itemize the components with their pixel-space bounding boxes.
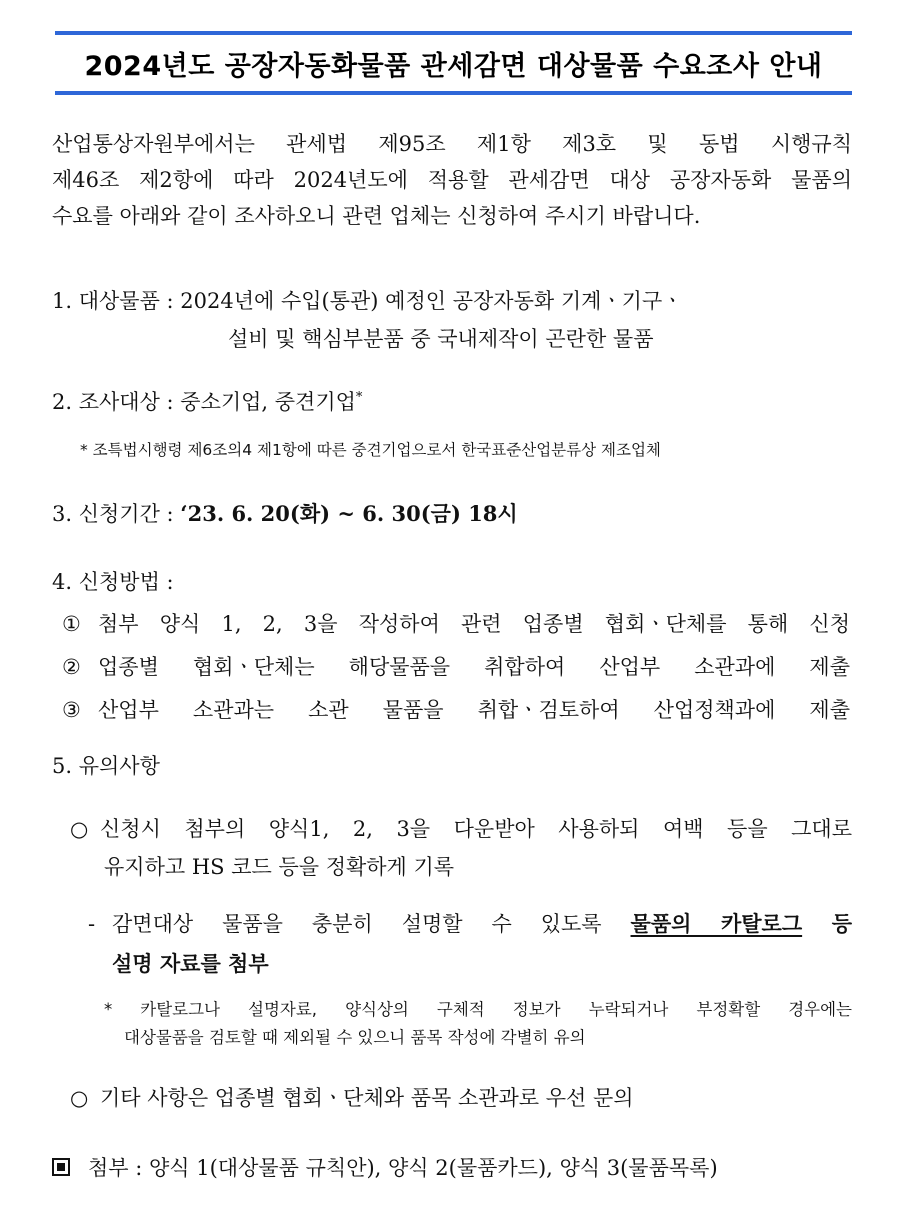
step-2	[62, 646, 850, 689]
section-1-line-2: 설비 및 핵심부분품 중 국내제작이 곤란한 물품	[228, 327, 654, 351]
intro-line-1: 산업통상자원부에서는 관세법 제95조 제1항 제3호 및 동법 시행규칙	[52, 132, 852, 156]
dash-text-post: 등	[802, 911, 852, 936]
star-note-line-1: * 카탈로그나 설명자료, 양식상의 구체적 정보가 누락되거나 부정확할 경우에는	[104, 1000, 852, 1019]
title-box	[55, 31, 852, 95]
section-3-label: 3. 신청기간 :	[52, 502, 181, 526]
application-period: ‘23. 6. 20(화) ~ 6. 30(금) 18시	[180, 501, 518, 526]
section-4-label: 4. 신청방법 :	[52, 570, 174, 594]
section-5-label: 5. 유의사항	[52, 754, 160, 778]
dash-mark: -	[88, 912, 96, 936]
section-1	[52, 282, 683, 358]
section-2	[52, 386, 362, 416]
circle-bullet-icon: ○	[70, 817, 89, 841]
dash-text-pre: 감면대상 물품을 충분히 설명할 수 있도록	[112, 912, 631, 936]
intro-paragraph	[52, 126, 852, 234]
step-number: ②	[62, 655, 81, 679]
attachments-line	[52, 1152, 718, 1182]
notice-2-text: 기타 사항은 업종별 협회ㆍ단체와 품목 소관과로 우선 문의	[100, 1086, 634, 1110]
intro-line-2: 제46조 제2항에 따라 2024년도에 적용할 관세감면 대상 공장자동화 물품의	[52, 168, 852, 192]
catalog-emphasis: 물품의 카탈로그	[630, 911, 803, 936]
intro-line-3: 수요를 아래와 같이 조사하오니 관련 업체는 신청하여 주시기 바랍니다.	[52, 204, 701, 228]
step-number: ①	[62, 612, 81, 636]
section-3	[52, 498, 518, 528]
notice-1-line-1: 신청시 첨부의 양식1, 2, 3을 다운받아 사용하되 여백 등을 그대로	[100, 817, 852, 841]
notice-1-line-2: 유지하고 HS 코드 등을 정확하게 기록	[104, 855, 455, 879]
notice-bullet-2	[52, 1082, 634, 1112]
step-text: 업종별 협회ㆍ단체는 해당물품을 취합하여 산업부 소관과에 제출	[98, 655, 850, 679]
footnote-mark: *	[355, 390, 363, 405]
attachments-text: 첨부 : 양식 1(대상물품 규칙안), 양식 2(물품카드), 양식 3(물품목록)	[88, 1156, 718, 1180]
section-2-label: 2. 조사대상 : 중소기업, 중견기업	[52, 390, 356, 414]
section-1-line-1: 1. 대상물품 : 2024년에 수입(통관) 예정인 공장자동화 기계ㆍ기구ㆍ	[52, 289, 683, 313]
dash-line-2: 설명 자료를 첨부	[112, 951, 269, 976]
section-2-note: * 조특법시행령 제6조의4 제1항에 따른 중견기업으로서 한국표준산업분류상 제조업체	[80, 441, 661, 459]
step-number: ③	[62, 698, 81, 722]
section-4-steps	[62, 603, 850, 732]
step-text: 산업부 소관과는 소관 물품을 취합ㆍ검토하여 산업정책과에 제출	[98, 698, 850, 722]
filled-square-icon	[52, 1158, 70, 1176]
step-text: 첨부 양식 1, 2, 3을 작성하여 관련 업종별 협회ㆍ단체를 통해 신청	[98, 612, 850, 636]
step-3	[62, 689, 850, 732]
document-title: 2024년도 공장자동화물품 관세감면 대상물품 수요조사 안내	[84, 50, 823, 82]
circle-bullet-icon: ○	[70, 1086, 89, 1110]
notice-star-note	[104, 996, 852, 1052]
star-note-line-2: 대상물품을 검토할 때 제외될 수 있으니 품목 작성에 각별히 유의	[124, 1028, 586, 1047]
step-1	[62, 603, 850, 646]
notice-dash-item	[88, 904, 852, 984]
notice-bullet-1	[52, 810, 852, 886]
